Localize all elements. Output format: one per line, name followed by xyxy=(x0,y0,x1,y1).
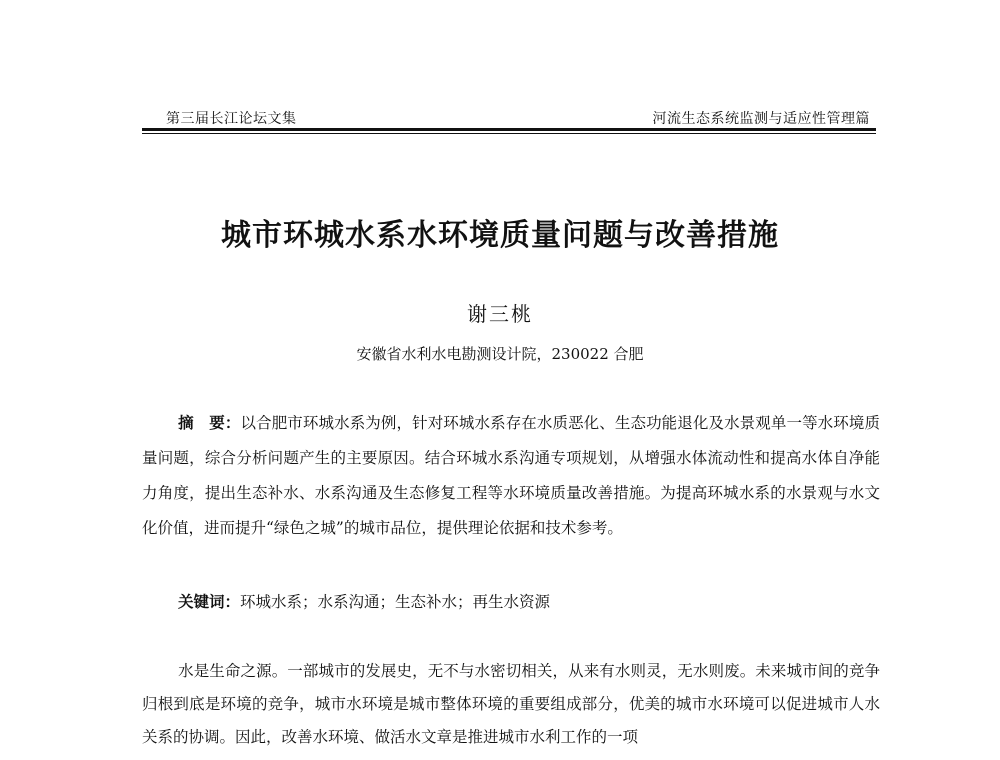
abstract xyxy=(142,405,880,546)
body-paragraph-text: 水是生命之源。一部城市的发展史，无不与水密切相关，从来有水则灵，无水则废。未来城市间的竞争归根到底是环境的竞争，城市水环境是城市整体环境的重要组成部分，优美的城市水环境可以促进城市人水关系的协调。因此，改善水环境、做活水文章是推进城市水利工作的一项 xyxy=(142,662,880,746)
body-paragraph xyxy=(142,655,880,754)
author-affiliation: 安徽省水利水电勘测设计院，230022 合肥 xyxy=(356,345,644,363)
keywords xyxy=(178,590,878,612)
keywords-label: 关键词： xyxy=(178,592,241,611)
header-rule-thick xyxy=(142,128,876,131)
header-collection-title: 第三届长江论坛文集 xyxy=(166,111,297,127)
author-name: 谢三桃 xyxy=(467,302,533,326)
abstract-text: 以合肥市环城水系为例，针对环城水系存在水质恶化、生态功能退化及水景观单一等水环境质量问题，综合分析问题产生的主要原因。结合环城水系沟通专项规划，从增强水体流动性和提高水体自净能力角度，提出生态补水、水系沟通及生态修复工程等水环境质量改善措施。为提高环城水系的水景观与水文化价值，进而提升“绿色之城”的城市品位，提供理论依据和技术参考。 xyxy=(142,414,880,537)
header-section-title: 河流生态系统监测与适应性管理篇 xyxy=(652,111,870,127)
keywords-text: 环城水系；水系沟通；生态补水；再生水资源 xyxy=(240,593,551,611)
paper-title: 城市环城水系水环境质量问题与改善措施 xyxy=(221,218,779,253)
header-rule-thin xyxy=(142,133,876,134)
abstract-label: 摘 要： xyxy=(178,413,241,432)
running-header xyxy=(142,105,876,129)
